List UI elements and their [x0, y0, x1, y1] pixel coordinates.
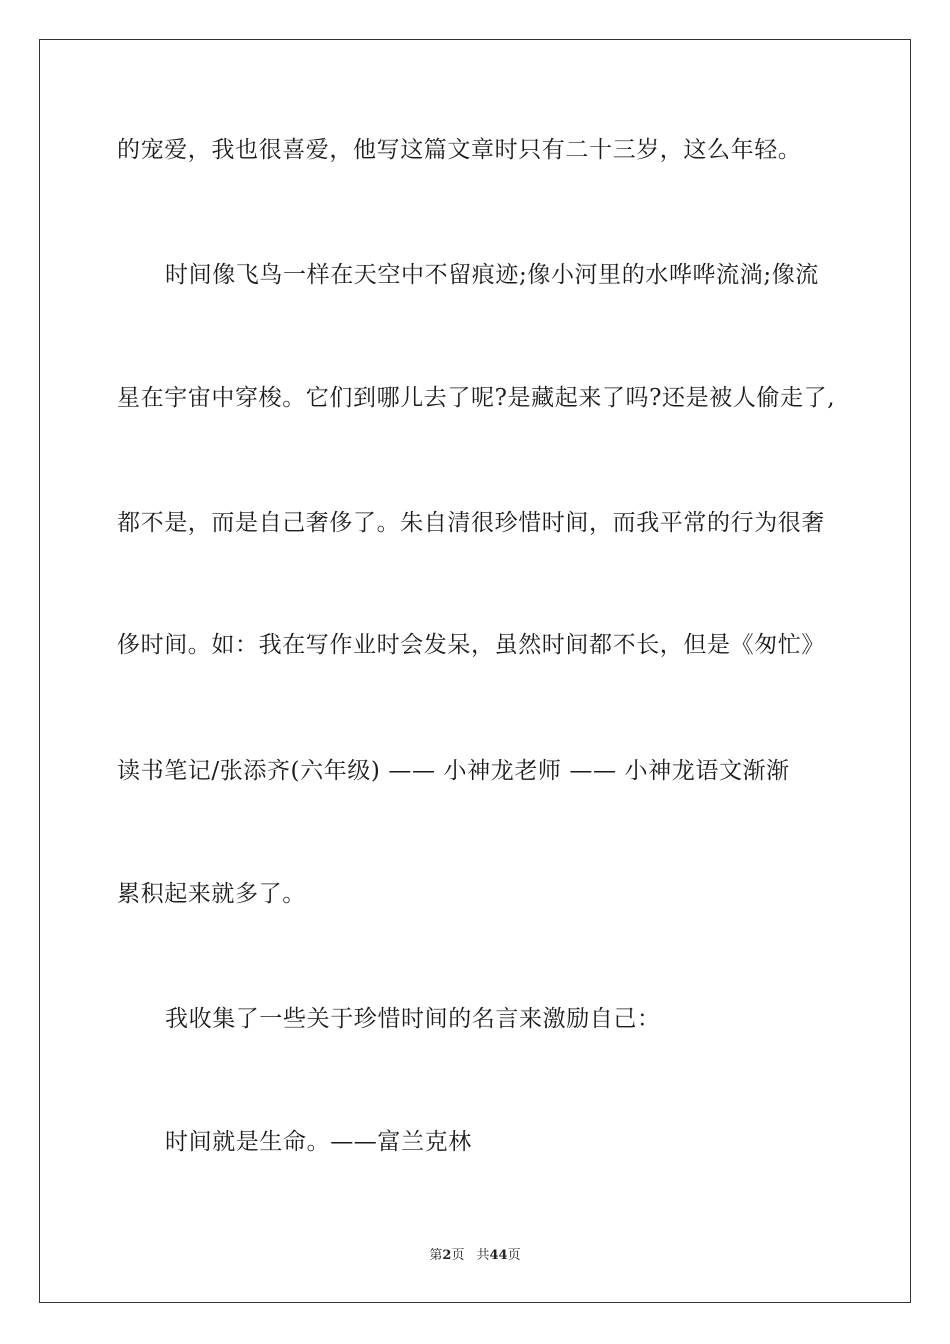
text-line-5: 侈时间。如：我在写作业时会发呆，虽然时间都不长，但是《匆忙》 — [117, 632, 825, 658]
text-line-3: 星在宇宙中穿梭。它们到哪儿去了呢?是藏起来了吗?还是被人偷走了, — [117, 385, 836, 411]
total-prefix: 共 — [476, 1248, 490, 1263]
page-footer — [0, 1247, 950, 1265]
page-prefix: 第 — [429, 1248, 443, 1263]
text-line-6: 读书笔记/张添齐(六年级) —— 小神龙老师 —— 小神龙语文渐渐 — [117, 758, 790, 784]
page-suffix: 页 — [451, 1248, 465, 1263]
total-suffix: 页 — [507, 1248, 521, 1263]
text-line-1: 的宠爱，我也很喜爱，他写这篇文章时只有二十三岁，这么年轻。 — [117, 137, 802, 163]
text-line-8: 我收集了一些关于珍惜时间的名言来激励自己： — [165, 1006, 661, 1032]
page-frame — [39, 39, 911, 1303]
text-line-9: 时间就是生命。——富兰克林 — [165, 1129, 472, 1155]
page-number: 2 — [442, 1248, 452, 1263]
text-line-4: 都不是，而是自己奢侈了。朱自清很珍惜时间，而我平常的行为很奢 — [117, 510, 825, 536]
text-line-2: 时间像飞鸟一样在天空中不留痕迹;像小河里的水哗哗流淌;像流 — [165, 262, 819, 288]
total-pages: 44 — [489, 1248, 508, 1263]
text-line-7: 累积起来就多了。 — [117, 881, 306, 907]
